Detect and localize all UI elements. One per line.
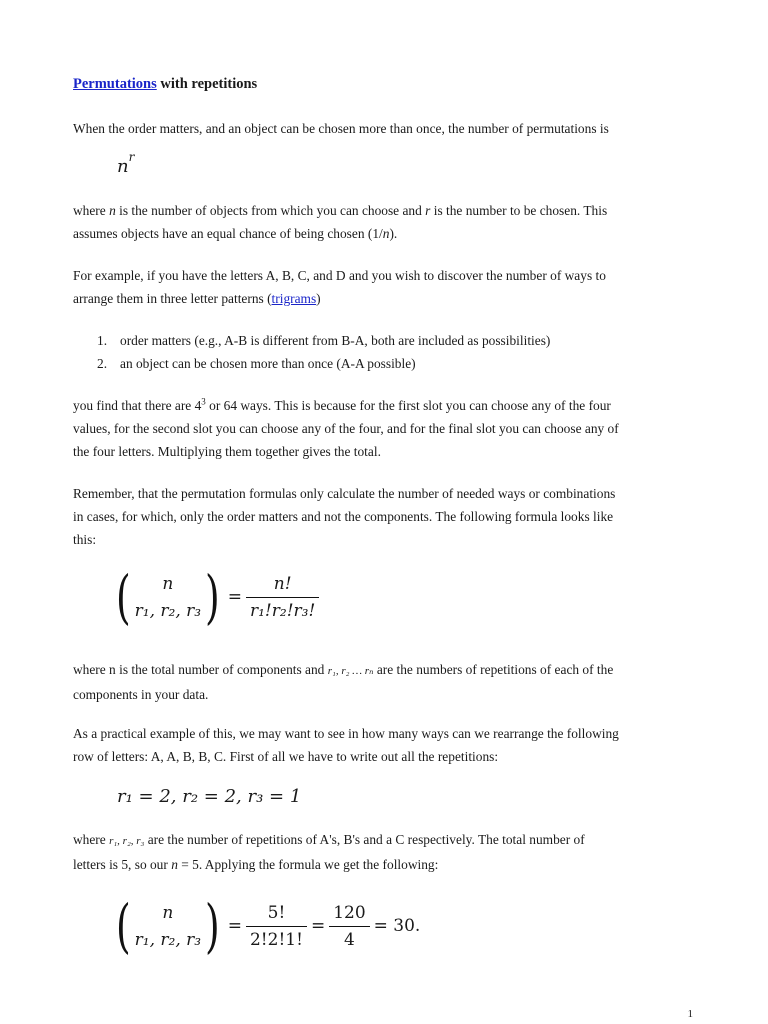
equals-sign: = [227,587,242,607]
equals-sign: = [310,916,326,936]
fraction-denominator: 2!2!1! [249,929,303,950]
where2-line-1: where n is the total number of components and r₁, r₂ … rₙ are the numbers of repetitions of each of the [73,662,614,677]
where2-line-2: components in your data. [73,687,209,702]
multinomial-fraction [246,574,319,621]
where-paragraph-2 [73,658,613,706]
practical-line-1: As a practical example of this, we may want to see in how many ways can we rearrange the following [73,726,619,741]
permutations-link[interactable]: Permutations [73,76,157,92]
intro-paragraph: When the order matters, and an object can be chosen more than once, the number of permutations is [73,121,609,136]
result-line-3: the four letters. Multiplying them together gives the total. [73,444,381,459]
fraction-denominator: r₁!r₂!r₃! [249,600,316,621]
fraction-denominator: 4 [344,929,355,950]
binom-bottom: r₁, r₂, r₃ [134,600,202,621]
numeric-fraction [329,903,369,950]
conditions-list [97,329,550,375]
result-value: = 30. [373,916,421,936]
section-title [73,76,257,93]
where3-line-2: letters is 5, so our n = 5. Applying the formula we get the following: [73,857,439,872]
result-paragraph [73,394,619,463]
remember-line-3: this: [73,532,97,547]
formula-n-power-r [117,150,135,177]
left-paren: ( [115,892,131,960]
result-line-1: you find that there are $4^3$ or 64 ways. This is because for the first slot you can choose any of the four [73,396,611,413]
binom-top: n [162,902,174,923]
binom-bottom: r₁, r₂, r₃ [134,929,202,950]
fraction-numerator: 5! [267,902,286,923]
repetitions-formula: r₁ = 2, r₂ = 2, r₃ = 1 [117,786,302,807]
remember-line-2: in cases, for which, only the order matters and not the components. The following formula looks like [73,509,614,524]
example-paragraph [73,264,606,310]
formula-base: n [117,156,129,177]
result-line-2: values, for the second slot you can choose any of the four, and for the final slot you can choose any of [73,421,619,436]
factorial-fraction [246,903,307,950]
title-rest: with repetitions [156,76,258,92]
remember-paragraph [73,482,615,551]
left-paren: ( [115,563,131,631]
remember-line-1: Remember, that the permutation formulas only calculate the number of needed ways or combinations [73,486,616,501]
right-paren: ) [205,563,220,631]
example-line-2: arrange them in three letter patterns (trigrams) [73,291,321,306]
multinomial-coefficient [112,892,224,960]
example-line-1: For example, if you have the letters A, B, C, and D and you wish to discover the number of ways to [73,268,606,283]
where-line-1: where n is the number of objects from which you can choose and r is the number to be chosen. This [73,203,608,218]
list-item: 1. order matters (e.g., A-B is different from B-A, both are included as possibilities) [97,333,551,348]
trigrams-link[interactable]: trigrams [271,291,317,306]
equals-sign: = [227,916,242,936]
multinomial-formula [112,563,319,631]
practical-line-2: row of letters: A, A, B, B, C. First of all we have to write out all the repetitions: [73,749,499,764]
where-paragraph-1 [73,199,607,245]
fraction-numerator: 120 [333,902,366,923]
multinomial-coefficient [112,563,224,631]
worked-example-formula [112,892,421,960]
list-item: 2. an object can be chosen more than once (A-A possible) [97,356,416,371]
where-paragraph-3 [73,828,585,876]
fraction-numerator: n! [273,573,292,594]
where-line-2: assumes objects have an equal chance of being chosen (1/n). [73,226,398,241]
binom-top: n [162,573,174,594]
page-number: 1 [687,1008,693,1020]
practical-paragraph [73,722,619,768]
formula-exponent: r [128,150,135,164]
where3-line-1: where r₁, r₂, r₃ are the number of repetitions of A's, B's and a C respectively. The total number of [73,832,585,847]
right-paren: ) [205,892,220,960]
